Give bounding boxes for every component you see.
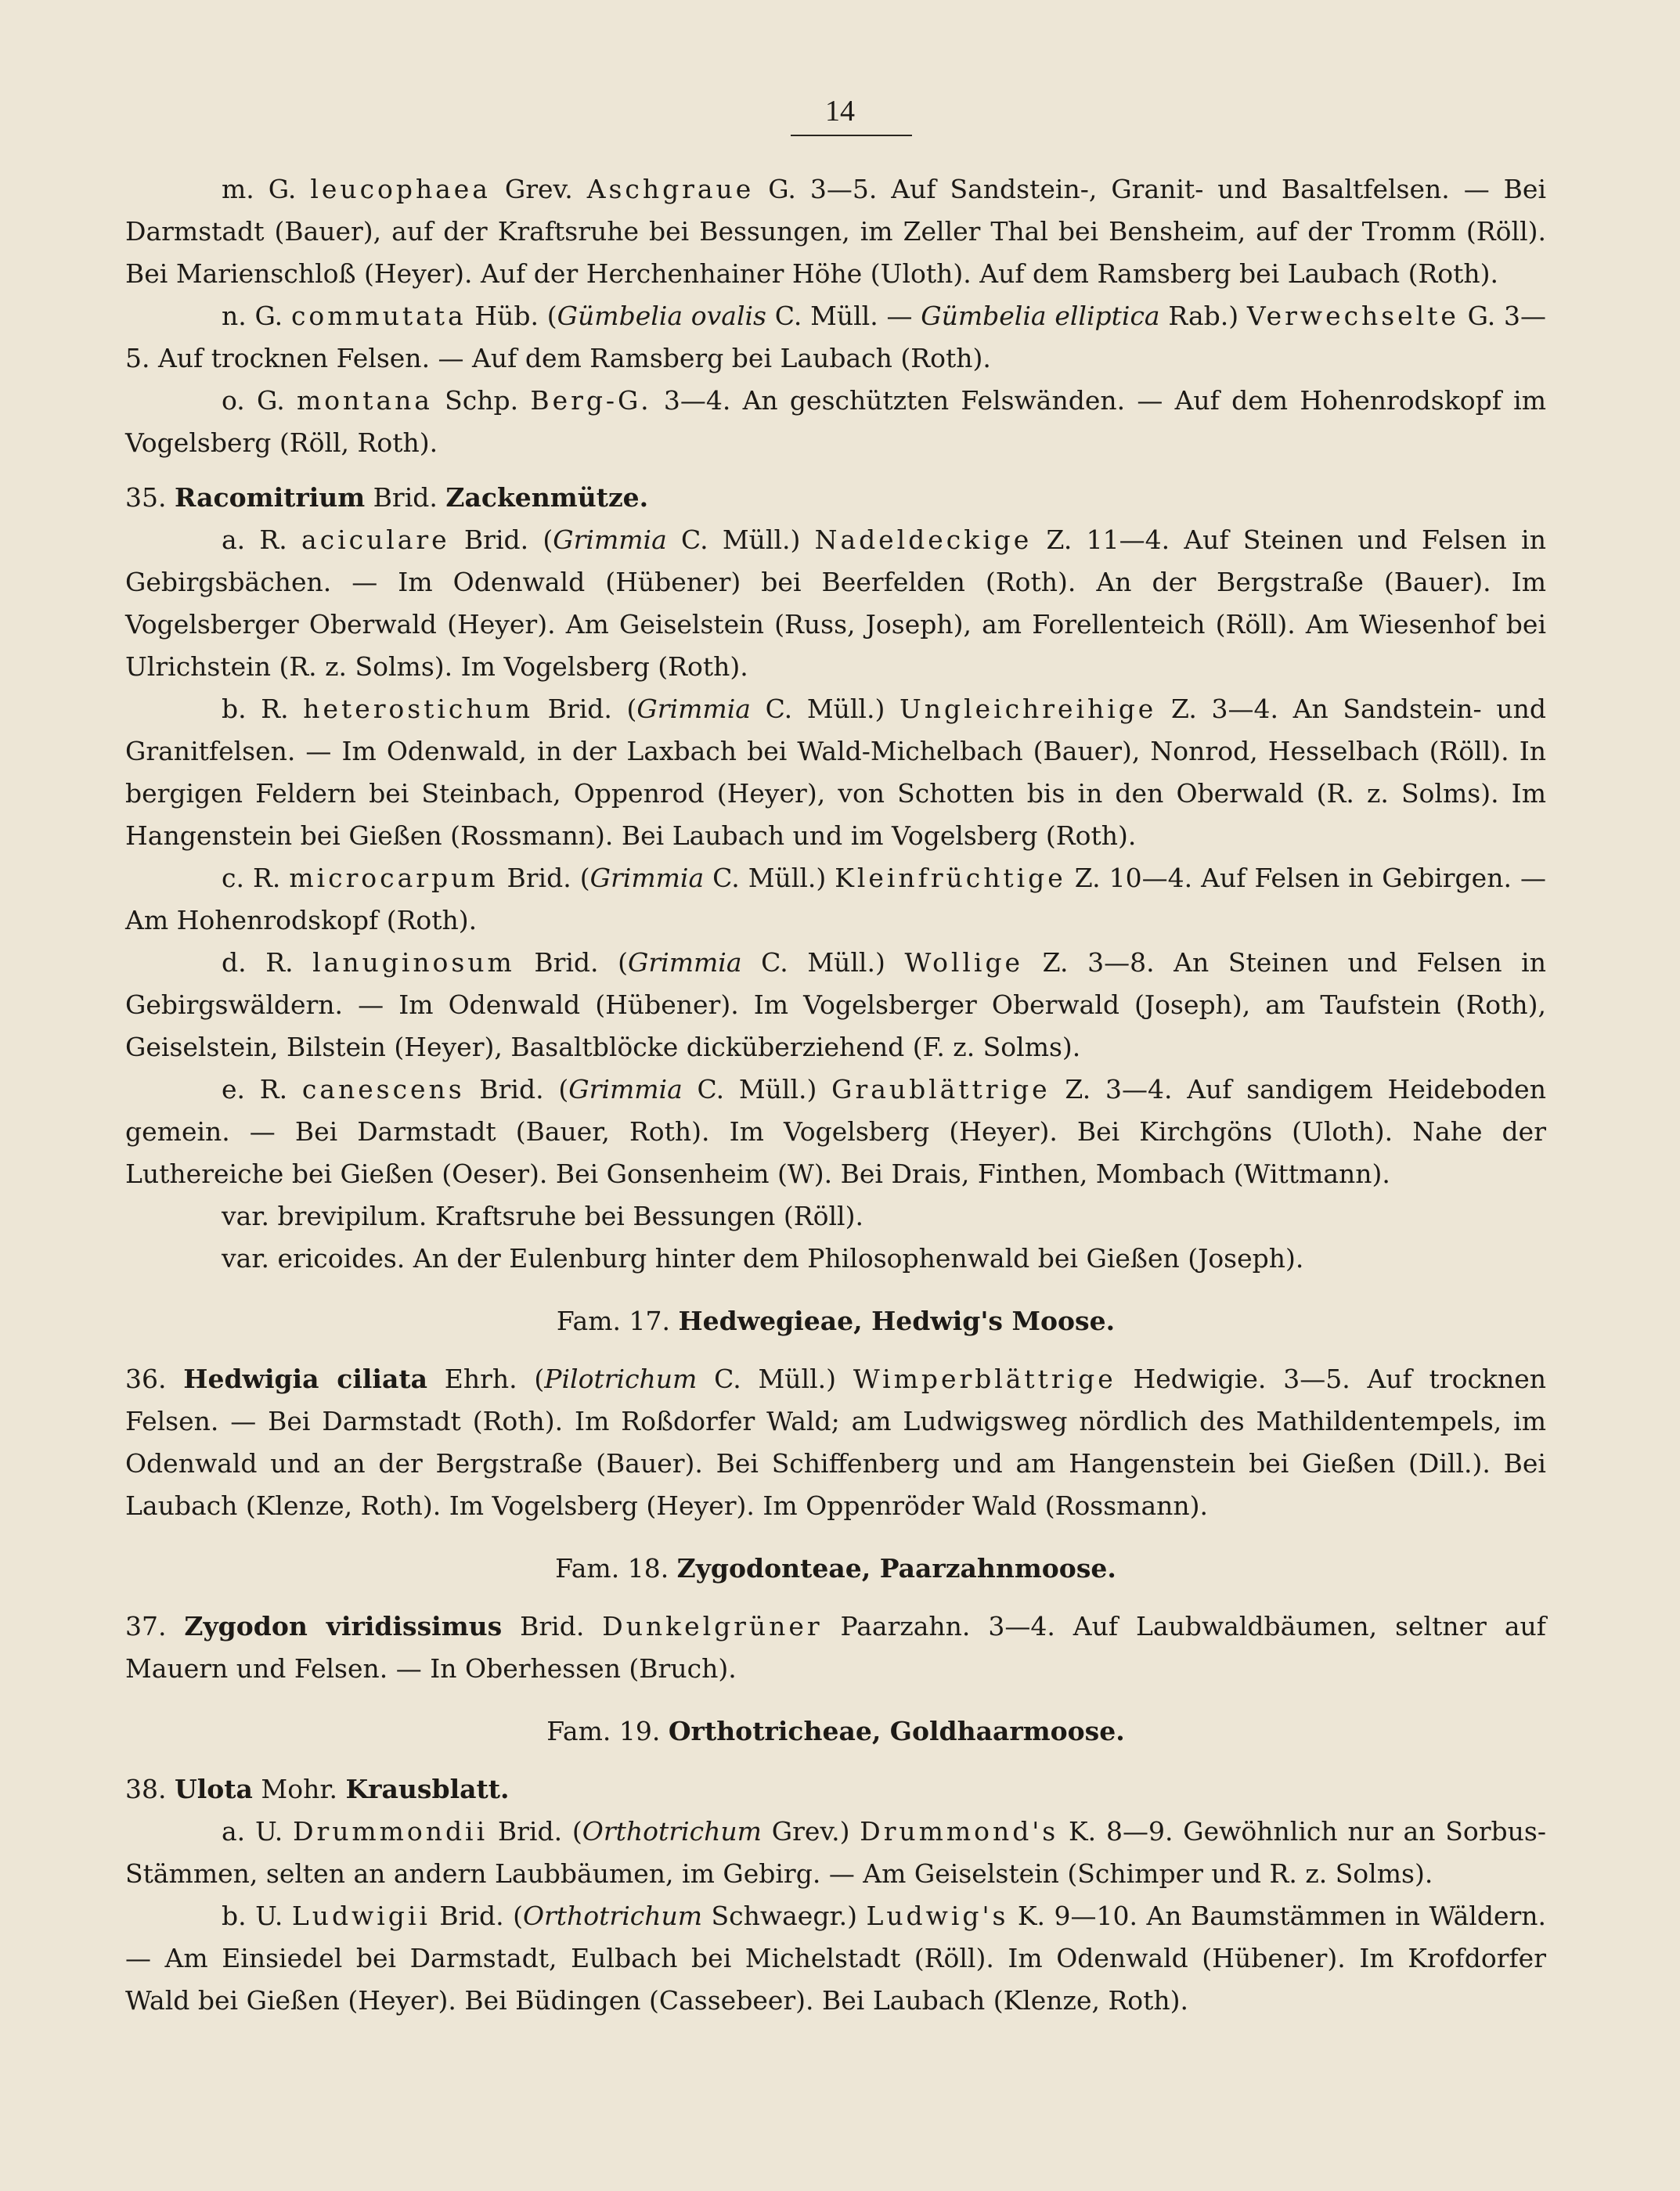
text-run: 37. [125, 1611, 185, 1641]
text-run: Brid. ( [464, 1074, 569, 1105]
text-run: Rab.) [1159, 301, 1247, 331]
paragraph [125, 1358, 1546, 1527]
text-run: o. G. [222, 385, 297, 416]
text-run: 35. [125, 482, 175, 513]
text-run: Hedwigie. 3—5. Auf trocknen Felsen. — Bei Darmstadt (Roth). Im Roßdorfer Wald; am Ludwigsweg nördlich des Mathildentempels, im Odenwald und an der Bergstraße (Bauer). Bei Schiffenberg und am Hangenstein bei Gießen (Dill.). Bei Laubach (Klenze, Roth). Im Vogelsberg (Heyer). Im Oppenröder Wald (Rossmann). [125, 1364, 1546, 1521]
text-run: b. R. [222, 694, 304, 724]
text-run: K. 9—10. An Baumstämmen in Wäldern. — Am Einsiedel bei Darmstadt, Eulbach bei Michelstadt (Röll). Im Odenwald (Hübener). Im Krofdorfer Wald bei Gießen (Heyer). Bei Büdingen (Cassebeer). Bei Laubach (Klenze, Roth). [125, 1901, 1546, 2016]
spaced-text: Ungleichreihige [899, 694, 1157, 724]
spaced-text: Drummond's [860, 1816, 1059, 1847]
text-run: G. 3—5. Auf trocknen Felsen. — Auf dem Ramsberg bei Laubach (Roth). [125, 301, 1547, 373]
text-run: Paarzahn. 3—4. Auf Laubwaldbäumen, seltner auf Mauern und Felsen. — In Oberhessen (Bruch). [125, 1611, 1546, 1684]
bold-text: Zackenmütze. [445, 482, 649, 513]
text-run: Z. 10—4. Auf Felsen in Gebirgen. — Am Hohenrodskopf (Roth). [125, 863, 1546, 935]
paragraph [125, 1605, 1546, 1690]
paragraph [125, 688, 1546, 857]
paragraph [125, 380, 1546, 464]
spaced-text: leucophaea [310, 174, 491, 204]
text-run: Grev.) [761, 1816, 860, 1847]
paragraph [125, 1895, 1546, 2022]
text-run: m. G. [222, 174, 311, 204]
paragraph [125, 942, 1546, 1068]
bold-text: Hedwigia ciliata [183, 1364, 427, 1394]
text-run: var. ericoides. An der Eulenburg hinter dem Philosophenwald bei Gießen (Joseph). [222, 1243, 1304, 1274]
spaced-text: Wimperblättrige [853, 1364, 1116, 1394]
text-run: Schp. [432, 385, 531, 416]
italic-text: Gümbelia ovalis [557, 301, 766, 331]
italic-text: Orthotrichum [582, 1816, 762, 1847]
text-run: K. 8—9. Gewöhnlich nur an Sorbus-Stämmen, selten an andern Laubbäumen, im Gebirg. — Am Geiselstein (Schimper und R. z. Solms). [125, 1816, 1546, 1889]
text-run: Brid. [502, 1611, 603, 1641]
family-heading [125, 1710, 1546, 1753]
italic-text: Grimmia [636, 694, 751, 724]
text-run: Z. 3—4. An Sandstein- und Granitfelsen. — Im Odenwald, in der Laxbach bei Wald-Michelbach (Bauer), Nonrod, Hesselbach (Röll). In bergigen Feldern bei Steinbach, Oppenrod (Heyer), von Schotten bis in den Oberwald (R. z. Solms). Im Hangenstein bei Gießen (Rossmann). Bei Laubach und im Vogelsberg (Roth). [125, 694, 1546, 851]
spaced-text: Nadeldeckige [814, 524, 1033, 555]
page-body [125, 168, 1546, 2022]
paragraph [125, 1068, 1546, 1195]
paragraph [125, 477, 1546, 519]
text-run: G. 3—5. Auf Sandstein-, Granit- und Basaltfelsen. — Bei Darmstadt (Bauer), auf der Kraftsruhe bei Bessungen, im Zeller Thal bei Bensheim, auf der Tromm (Röll). Bei Marienschloß (Heyer). Auf der Herchenhainer Höhe (Uloth). Auf dem Ramsberg bei Laubach (Roth). [125, 174, 1546, 289]
text-run: C. Müll.) [741, 947, 905, 978]
bold-text: Zygodonteae, Paarzahnmoose. [676, 1553, 1116, 1584]
spaced-text: Drummondii [293, 1816, 488, 1847]
text-run: Brid. [365, 482, 446, 513]
spaced-text: Berg-G. [530, 385, 652, 416]
text-run: Grev. [490, 174, 587, 204]
text-run: C. Müll.) [666, 524, 815, 555]
text-run: e. R. [222, 1074, 302, 1105]
spaced-text: Aschgraue [586, 174, 755, 204]
italic-text: Grimmia [553, 524, 667, 555]
spaced-text: Kleinfrüchtige [835, 863, 1066, 893]
text-run: b. U. [222, 1901, 292, 1931]
paragraph [125, 295, 1546, 380]
family-heading [125, 1548, 1546, 1590]
spaced-text: Wollige [904, 947, 1024, 978]
text-run: 36. [125, 1364, 184, 1394]
spaced-text: Graublättrige [831, 1074, 1051, 1105]
header-rule [791, 135, 912, 136]
paragraph [125, 1195, 1546, 1238]
paragraph [125, 857, 1546, 942]
text-run: Hüb. ( [466, 301, 557, 331]
spaced-text: Ludwig's [866, 1901, 1009, 1931]
paragraph [125, 168, 1546, 295]
text-run: Z. 11—4. Auf Steinen und Felsen in Gebirgsbächen. — Im Odenwald (Hübener) bei Beerfelden (Roth). An der Bergstraße (Bauer). Im Vogelsberger Oberwald (Heyer). Am Geiselstein (Russ, Joseph), am Forellenteich (Röll). Am Wiesenhof bei Ulrichstein (R. z. Solms). Im Vogelsberg (Roth). [125, 524, 1546, 682]
italic-text: Orthotrichum [522, 1901, 703, 1931]
paragraph [125, 1811, 1546, 1895]
text-run: Brid. ( [514, 947, 629, 978]
spaced-text: Dunkelgrüner [602, 1611, 823, 1641]
text-run: Brid. ( [498, 863, 590, 893]
text-run: a. R. [222, 524, 302, 555]
text-run: var. brevipilum. Kraftsruhe bei Bessungen (Röll). [222, 1201, 863, 1231]
text-run: Brid. ( [449, 524, 553, 555]
text-run: 3—4. An geschützten Felswänden. — Auf dem Hohenrodskopf im Vogelsberg (Röll, Roth). [125, 385, 1546, 458]
bold-text: Krausblatt. [345, 1774, 510, 1804]
text-run: c. R. [222, 863, 290, 893]
spaced-text: Verwechselte [1246, 301, 1459, 331]
bold-text: Orthotricheae, Goldhaarmoose. [668, 1716, 1125, 1746]
text-run: C. Müll.) [704, 863, 835, 893]
italic-text: Gümbelia elliptica [921, 301, 1160, 331]
text-run: Z. 3—8. An Steinen und Felsen in Gebirgswäldern. — Im Odenwald (Hübener). Im Vogelsberger Oberwald (Joseph), am Taufstein (Roth), Geiselstein, Bilstein (Heyer), Basaltblöcke dicküberziehend (F. z. Solms). [125, 947, 1546, 1062]
spaced-text: lanuginosum [312, 947, 515, 978]
spaced-text: montana [296, 385, 433, 416]
text-run: Fam. 17. [556, 1306, 679, 1336]
text-run: C. Müll.) [750, 694, 900, 724]
text-run: Schwaegr.) [702, 1901, 867, 1931]
bold-text: Ulota [174, 1774, 253, 1804]
text-run: Z. 3—4. Auf sandigem Heideboden gemein. — Bei Darmstadt (Bauer, Roth). Im Vogelsberg (Heyer). Bei Kirchgöns (Uloth). Nahe der Luthereiche bei Gießen (Oeser). Bei Gonsenheim (W). Bei Drais, Finthen, Mombach (Wittmann). [125, 1074, 1546, 1189]
text-run: 38. [125, 1774, 175, 1804]
text-run: Brid. ( [488, 1816, 582, 1847]
spaced-text: canescens [301, 1074, 465, 1105]
italic-text: Grimmia [568, 1074, 683, 1105]
text-run: C. Müll.) [697, 1364, 853, 1394]
text-run: Brid. ( [430, 1901, 523, 1931]
text-run: C. Müll. — [766, 301, 921, 331]
text-run: n. G. [222, 301, 291, 331]
text-run: Ehrh. ( [427, 1364, 545, 1394]
bold-text: Hedwegieae, Hedwig's Moose. [678, 1306, 1116, 1336]
page-number: 14 [825, 95, 855, 128]
italic-text: Pilotrichum [544, 1364, 698, 1394]
paragraph [125, 519, 1546, 688]
text-run: Fam. 19. [546, 1716, 669, 1746]
text-run: Brid. ( [533, 694, 637, 724]
bold-text: Zygodon viridissimus [184, 1611, 503, 1641]
paragraph [125, 1238, 1546, 1280]
spaced-text: aciculare [301, 524, 450, 555]
text-run: a. U. [222, 1816, 294, 1847]
text-run: d. R. [222, 947, 313, 978]
text-run: Fam. 18. [555, 1553, 677, 1584]
spaced-text: heterostichum [303, 694, 534, 724]
italic-text: Grimmia [628, 947, 742, 978]
paragraph [125, 1768, 1546, 1811]
text-run: C. Müll.) [682, 1074, 832, 1105]
spaced-text: commutata [290, 301, 467, 331]
bold-text: Racomitrium [174, 482, 366, 513]
family-heading [125, 1300, 1546, 1342]
text-run: Mohr. [252, 1774, 346, 1804]
spaced-text: microcarpum [289, 863, 499, 893]
spaced-text: Ludwigii [291, 1901, 431, 1931]
italic-text: Grimmia [589, 863, 705, 893]
